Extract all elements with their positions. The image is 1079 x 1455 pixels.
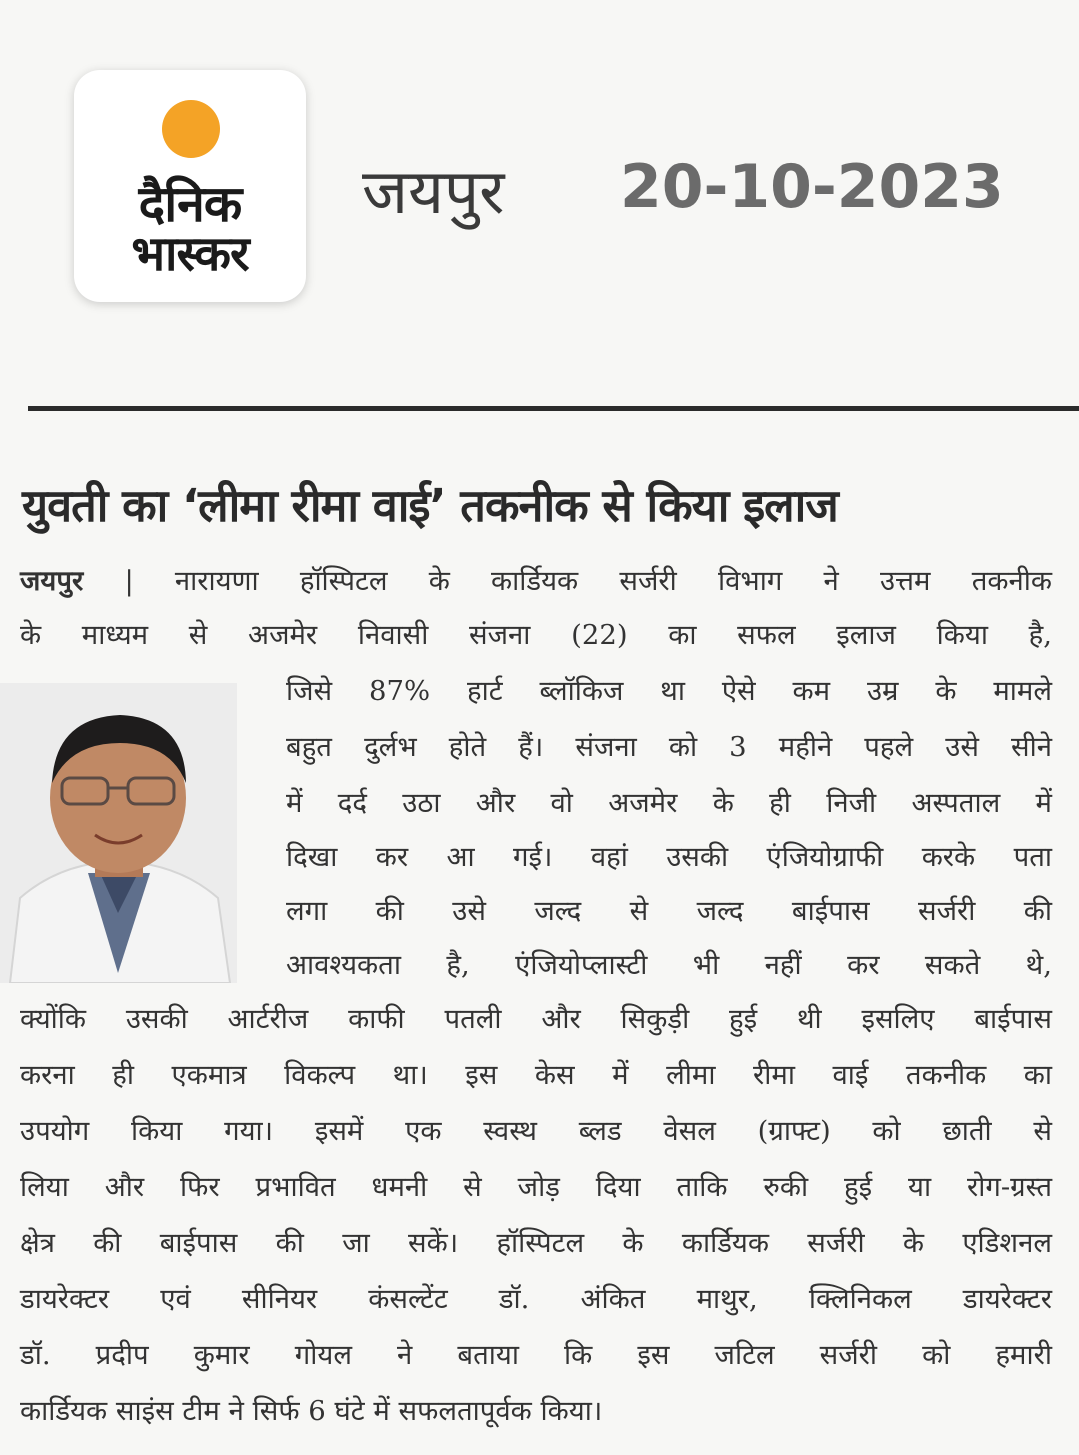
article-line-2: के माध्यम से अजमेर निवासी संजना (22) का सफल इलाज किया है, — [20, 619, 1052, 651]
article-line-13: क्षेत्र की बाईपास की जा सकें। हॉस्पिटल के कार्डियक सर्जरी के एडिशनल — [20, 1227, 1052, 1259]
article-line-15: डॉ. प्रदीप कुमार गोयल ने बताया कि इस जटिल सर्जरी को हमारी — [20, 1339, 1052, 1371]
article-line-10: करना ही एकमात्र विकल्प था। इस केस में लीमा रीमा वाई तकनीक का — [20, 1059, 1052, 1091]
article-line-1 — [20, 562, 1052, 599]
article-line-12: लिया और फिर प्रभावित धमनी से जोड़ दिया ताकि रुकी हुई या रोग-ग्रस्त — [20, 1171, 1052, 1203]
article-line-16: कार्डियक साइंस टीम ने सिर्फ 6 घंटे में सफलतापूर्वक किया। — [20, 1395, 603, 1427]
dateline: जयपुर — [20, 565, 84, 597]
logo-text-line-1: दैनिक — [138, 175, 242, 233]
doctor-photo — [0, 683, 237, 983]
article-line-11: उपयोग किया गया। इसमें एक स्वस्थ ब्लड वेसल (ग्राफ्ट) को छाती से — [20, 1115, 1052, 1147]
newspaper-logo — [74, 70, 306, 302]
edition-date: 20-10-2023 — [620, 152, 1004, 222]
logo-text-line-2: भास्कर — [131, 226, 249, 282]
article-line-8: आवश्यकता है, एंजियोप्लास्टी भी नहीं कर सकते थे, — [286, 949, 1052, 981]
separator-rule — [28, 406, 1079, 411]
article-line-14: डायरेक्टर एवं सीनियर कंसल्टेंट डॉ. अंकित माथुर, क्लिनिकल डायरेक्टर — [20, 1283, 1052, 1315]
article-line-1-text: | नारायणा हॉस्पिटल के कार्डियक सर्जरी विभाग ने उत्तम तकनीक — [124, 565, 1052, 597]
article-line-7: लगा की उसे जल्द से जल्द बाईपास सर्जरी की — [286, 895, 1052, 927]
article-line-5: में दर्द उठा और वो अजमेर के ही निजी अस्पताल में — [286, 787, 1052, 819]
sun-logo-icon — [162, 100, 220, 158]
edition-city: जयपुर — [362, 155, 505, 228]
article-line-3: जिसे 87% हार्ट ब्लॉकिज था ऐसे कम उम्र के मामले — [286, 675, 1052, 707]
article-line-9: क्योंकि उसकी आर्टरीज काफी पतली और सिकुड़ी हुई थी इसलिए बाईपास — [20, 1003, 1052, 1035]
article-line-4: बहुत दुर्लभ होते हैं। संजना को 3 महीने पहले उसे सीने — [286, 731, 1052, 763]
article-line-6: दिखा कर आ गई। वहां उसकी एंजियोग्राफी करके पता — [286, 841, 1052, 873]
article-headline: युवती का ‘लीमा रीमा वाई’ तकनीक से किया इलाज — [22, 479, 838, 532]
